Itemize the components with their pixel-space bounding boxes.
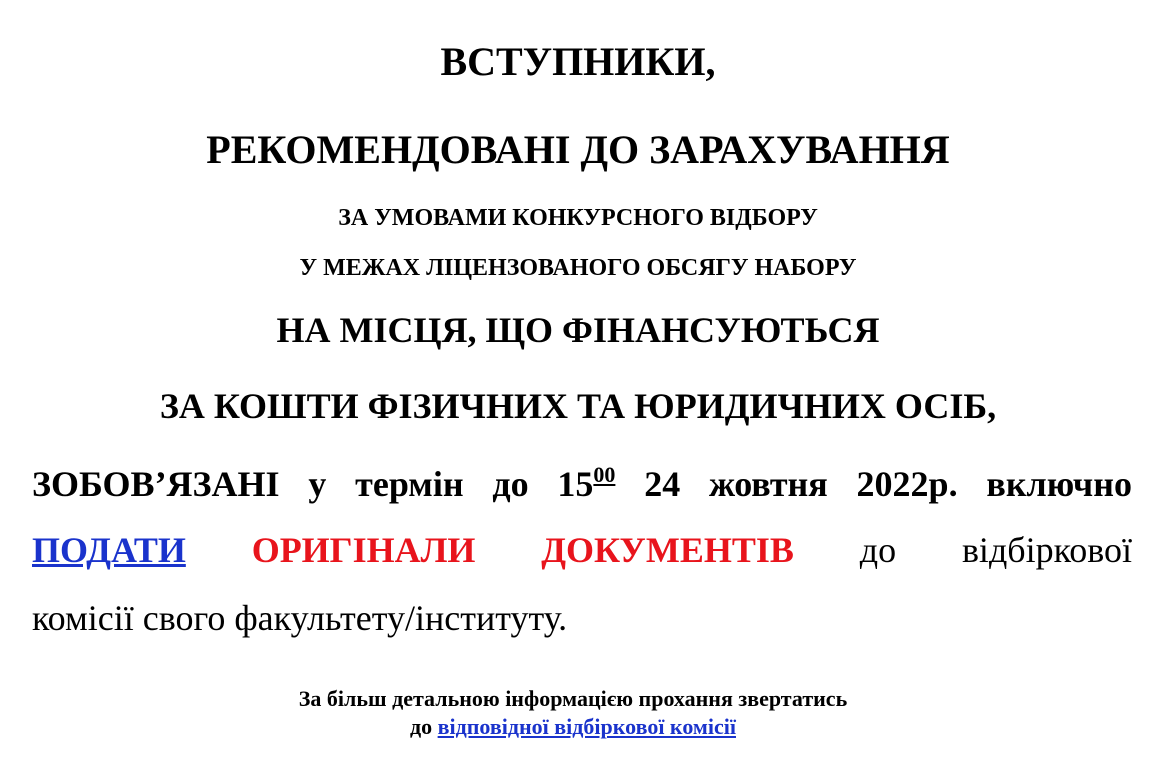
- deadline-hour: 15: [557, 464, 594, 504]
- footer-info-line: За більш детальною інформацією прохання звертатись: [298, 686, 848, 711]
- committee-line: комісії свого факультету/інституту.: [32, 598, 568, 638]
- committee-link[interactable]: відповідної відбіркової комісії: [437, 714, 736, 739]
- deadline-time: [557, 464, 615, 502]
- deadline-day: 24: [644, 464, 681, 504]
- title-line-2: РЕКОМЕНДОВАНІ ДО ЗАРАХУВАННЯ: [206, 127, 950, 172]
- word-selection: відбіркової: [961, 530, 1132, 570]
- submit-link[interactable]: ПОДАТИ: [32, 530, 186, 570]
- deadline-month: жовтня: [708, 464, 828, 504]
- footer-link-line: [0, 716, 1146, 738]
- subtitle-line-5: НА МІСЦЯ, ЩО ФІНАНСУЮТЬСЯ: [276, 310, 880, 350]
- footer-prefix: до: [409, 714, 433, 739]
- obliged-word: ЗОБОВ’ЯЗАНІ: [32, 464, 280, 504]
- documents-word: ДОКУМЕНТІВ: [541, 530, 794, 570]
- deadline-line: [32, 464, 1132, 502]
- word-do: до: [492, 464, 529, 504]
- submit-line: [32, 532, 1132, 568]
- word-term: термін: [355, 464, 464, 504]
- word-u: у: [308, 464, 327, 504]
- subtitle-line-3: ЗА УМОВАМИ КОНКУРСНОГО ВІДБОРУ: [338, 205, 818, 231]
- deadline-minutes: 00: [593, 462, 616, 487]
- subtitle-line-6: ЗА КОШТИ ФІЗИЧНИХ ТА ЮРИДИЧНИХ ОСІБ,: [159, 386, 997, 426]
- word-do-2: до: [859, 530, 897, 570]
- originals-word: ОРИГІНАЛИ: [251, 530, 476, 570]
- word-inclusive: включно: [986, 464, 1132, 504]
- title-line-1: ВСТУПНИКИ,: [440, 39, 716, 84]
- deadline-year: 2022р.: [856, 464, 958, 504]
- subtitle-line-4: У МЕЖАХ ЛІЦЕНЗОВАНОГО ОБСЯГУ НАБОРУ: [299, 255, 857, 281]
